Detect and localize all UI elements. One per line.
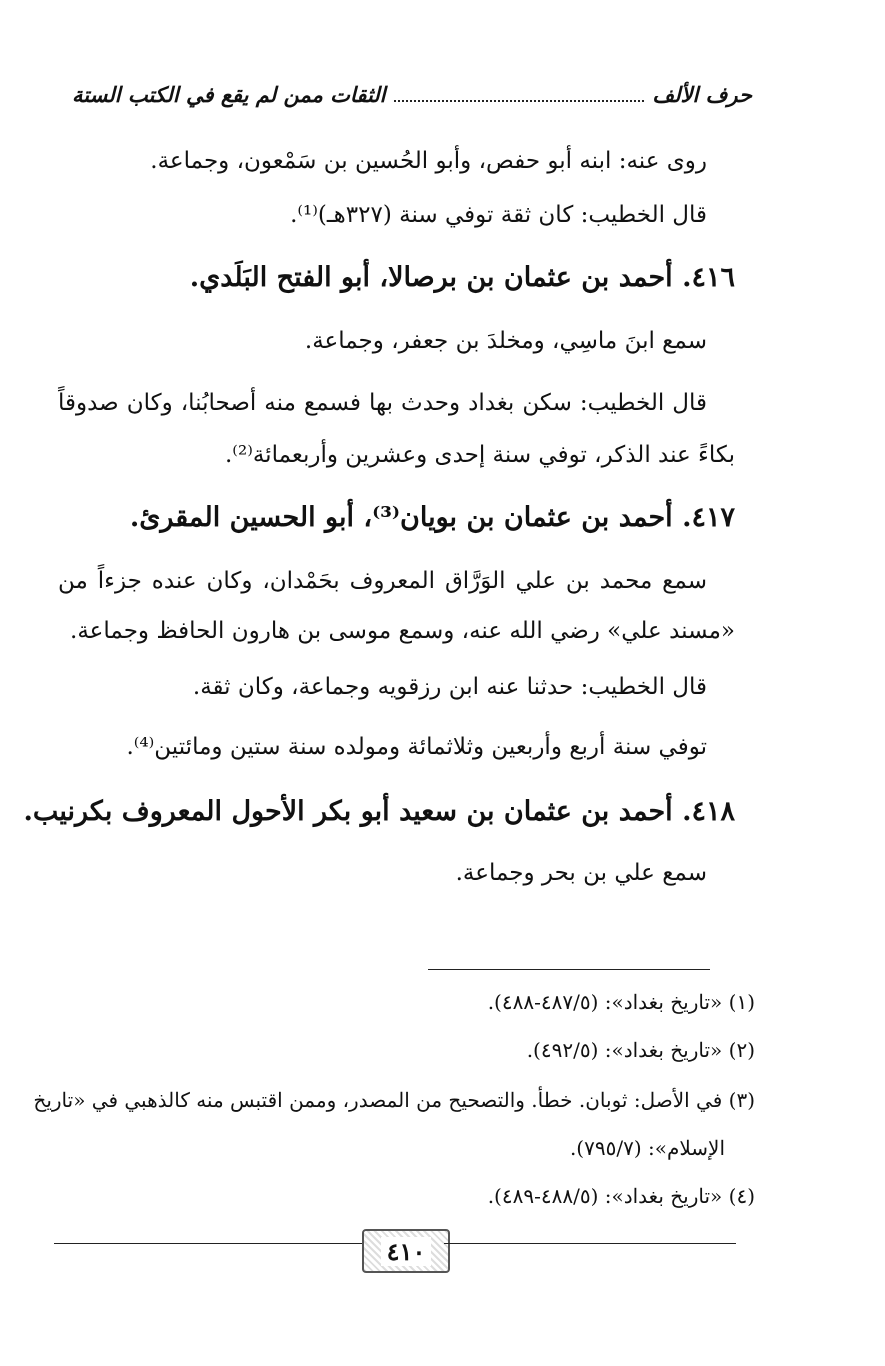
header-book-title: الثقات ممن لم يقع في الكتب الستة	[72, 82, 386, 107]
entry-417-heard-2: «مسند علي» رضي الله عنه، وسمع موسى بن هارون الحافظ وجماعة.	[70, 618, 735, 644]
entry-417-heard-1: سمع محمد بن علي الوَرَّاق المعروف بحَمْدان، وكان عنده جزءاً من	[58, 568, 707, 594]
footnote-3-line-1: (٣) في الأصل: ثوبان. خطأ. والتصحيح من المصدر، وممن اقتبس منه كالذهبي في «تاريخ	[33, 1088, 755, 1112]
footnote-2: (٢) «تاريخ بغداد»: (٤٩٢/٥).	[526, 1038, 755, 1062]
page-number: ٤١٠	[381, 1237, 432, 1266]
page-number-box	[362, 1229, 450, 1273]
footnote-separator	[428, 969, 710, 970]
entry-418-heading: ٤١٨. أحمد بن عثمان بن سعيد أبو بكر الأحول المعروف بكرنيب.	[23, 796, 735, 827]
entry-416-heading: ٤١٦. أحمد بن عثمان بن برصالا، أبو الفتح البَلَدي.	[189, 262, 735, 293]
narrators-line: روى عنه: ابنه أبو حفص، وأبو الحُسين بن سَمْعون، وجماعة.	[150, 148, 707, 174]
entry-418-heard: سمع علي بن بحر وجماعة.	[455, 860, 707, 886]
entry-417-death: توفي سنة أربع وأربعين وثلاثمائة ومولده سنة ستين ومائتين⁽⁴⁾.	[126, 734, 707, 760]
running-header	[72, 82, 752, 116]
bottom-rule-left	[54, 1243, 364, 1244]
entry-416-heard: سمع ابنَ ماسِي، ومخلدَ بن جعفر، وجماعة.	[304, 328, 707, 354]
entry-416-khatib-1: قال الخطيب: سكن بغداد وحدث بها فسمع منه أصحابُنا، وكان صدوقاً	[58, 390, 707, 416]
bottom-rule-right	[444, 1243, 736, 1244]
entry-416-khatib-2: بكاءً عند الذكر، توفي سنة إحدى وعشرين وأربعمائة⁽²⁾.	[225, 442, 735, 468]
footnote-4: (٤) «تاريخ بغداد»: (٤٨٨/٥-٤٨٩).	[487, 1184, 755, 1208]
header-chapter: حرف الألف	[652, 82, 752, 107]
khatib-death-line: قال الخطيب: كان ثقة توفي سنة (٣٢٧هـ)⁽¹⁾.	[290, 202, 707, 228]
footnote-1: (١) «تاريخ بغداد»: (٤٨٧/٥-٤٨٨).	[487, 990, 755, 1014]
entry-417-heading: ٤١٧. أحمد بن عثمان بن بويان⁽³⁾، أبو الحسين المقرئ.	[129, 502, 735, 533]
header-dots	[394, 100, 645, 102]
footnote-3-line-2: الإسلام»: (٧٩٥/٧).	[569, 1136, 725, 1160]
entry-417-khatib: قال الخطيب: حدثنا عنه ابن رزقويه وجماعة، وكان ثقة.	[192, 674, 707, 700]
